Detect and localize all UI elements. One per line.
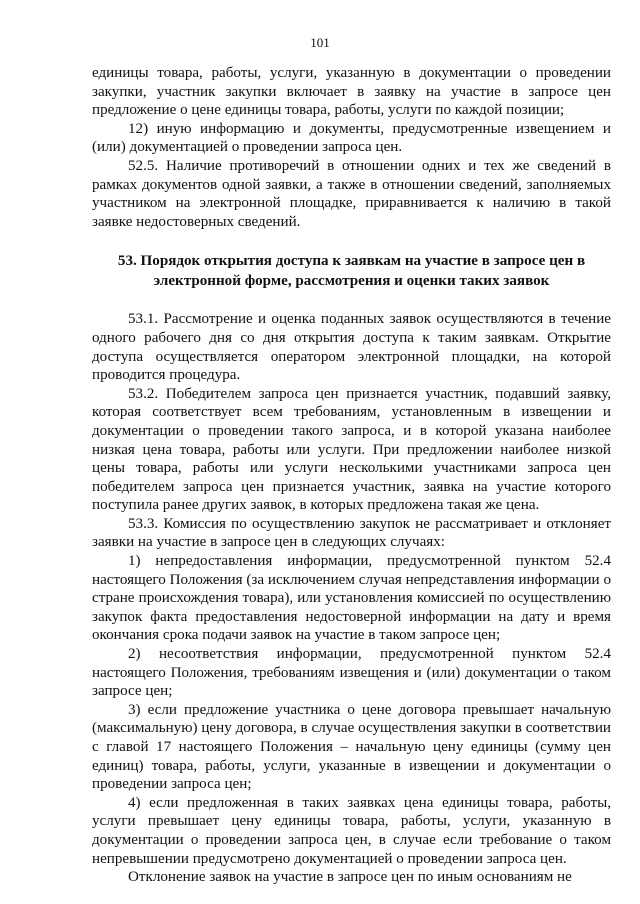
list-item: 3) если предложение участника о цене договора превышает начальную (максимальную) цену договора, в случае осуществления закупки в соответствии с главой 17 настоящего Положения – начальную цену единицы (сумму цен единиц) товара, работы, услуги, указанные в извещении и документации о проведении запроса цен; — [92, 701, 611, 793]
page-number: 101 — [310, 35, 330, 50]
paragraph: единицы товара, работы, услуги, указанную в документации о проведении закупки, участник закупки включает в заявку на участие в запросе цен предложение о цене единицы товара, работы, услуги по каждой позиции; — [92, 65, 611, 119]
list-item: 2) несоответствия информации, предусмотренной пунктом 52.4 настоящего Положения, требованиям извещения и (или) документации о таком запросе цен; — [92, 646, 611, 700]
paragraph: 53.1. Рассмотрение и оценка поданных заявок осуществляются в течение одного рабочего дня со дня открытия доступа к таким заявкам. Открытие доступа осуществляется оператором электронной площадки, на которой проводится процедура. — [92, 311, 611, 384]
section-heading-line-1: 53. Порядок открытия доступа к заявкам на участие в запросе цен в — [117, 253, 586, 270]
list-item: 1) непредоставления информации, предусмотренной пунктом 52.4 настоящего Положения (за исключением случая непредставления информации о стране происхождения товара), или установления комиссией по осуществлению закупок факта предоставления недостоверной информации на дату и время окончания срока подачи заявок на участие в таком запросе цен; — [92, 553, 611, 644]
section-heading — [92, 251, 611, 291]
list-item: 4) если предложенная в таких заявках цена единицы товара, работы, услуги превышает цену единицы товара, работы, услуги, указанную в документации о проведении запроса цен, в случае если требование о таком непревышении предусмотрено документацией о проведении запроса цен. — [92, 794, 611, 867]
document-body — [92, 64, 611, 887]
paragraph: Отклонение заявок на участие в запросе цен по иным основаниям не — [128, 869, 572, 886]
section-heading-line-2: электронной форме, рассмотрения и оценки таких заявок — [153, 273, 550, 290]
paragraph: 53.3. Комиссия по осуществлению закупок не рассматривает и отклоняет заявки на участие в запросе цен в следующих случаях: — [92, 515, 611, 551]
paragraph: 12) иную информацию и документы, предусмотренные извещением и (или) документацией о проведении запроса цен. — [92, 120, 611, 156]
paragraph: 53.2. Победителем запроса цен признается участник, подавший заявку, которая соответствует всем требованиям, установленным в извещении и документации о проведении такого запроса, и в которой указана наиболее низкая цена товара, работы или услуги. При предложении наиболее низкой цены товара, работы или услуги несколькими участниками запроса цен победителем запроса цен признается участник, заявка на участие которого поступила ранее других заявок, в которых предложена такая же цена. — [92, 385, 611, 514]
paragraph: 52.5. Наличие противоречий в отношении одних и тех же сведений в рамках документов одной заявки, а также в отношении сведений, заполняемых участником на электронной площадке, приравнивается к наличию в такой заявке недостоверных сведений. — [92, 157, 611, 230]
